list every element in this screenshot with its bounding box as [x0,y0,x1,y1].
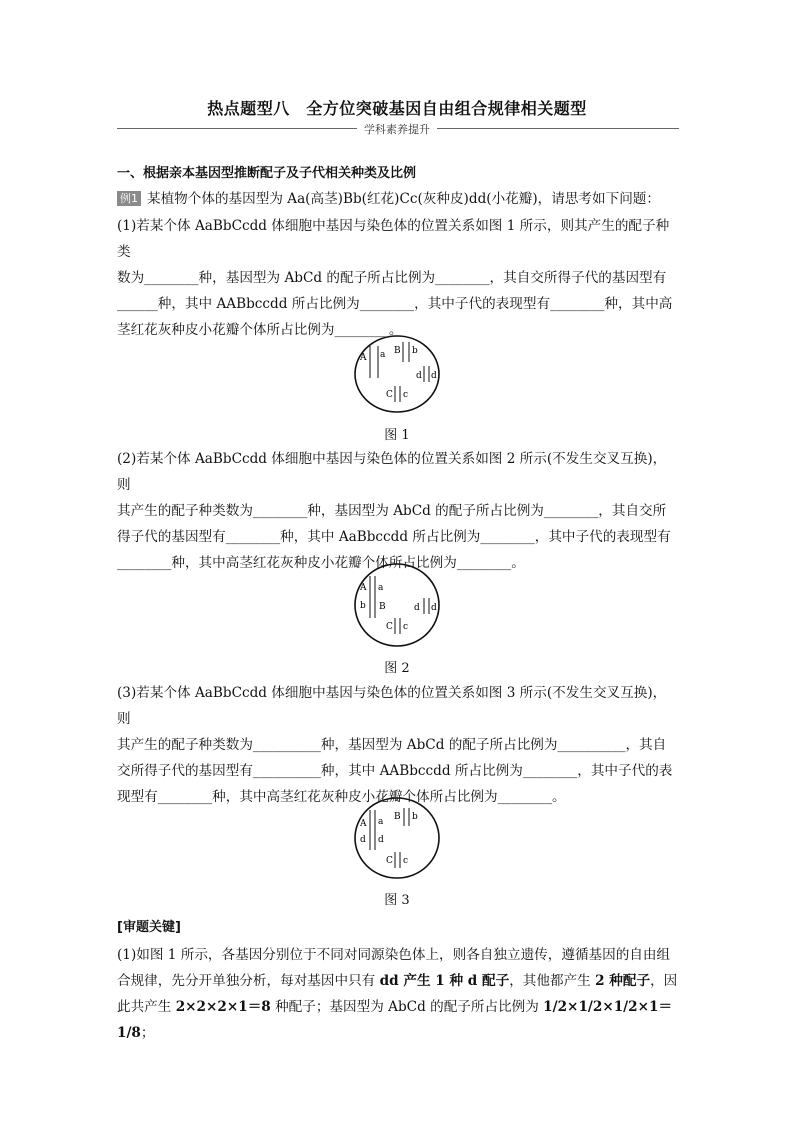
q3-line: 其产生的配子种类数为__________种，基因型为 AbCd 的配子所占比例为__________，其自 [117,737,667,753]
fig3-label-C: C [386,856,393,866]
q3-line: 交所得子代的基因型有__________种，其中 AABbccdd 所占比例为________，其中子代的表 [117,763,673,779]
figure-3 [352,796,442,882]
figure-2-caption: 图 2 [384,661,410,676]
fig3-label-d: d [360,835,366,845]
fig1-label-c: c [403,390,409,400]
fig3-label-A: A [360,819,367,829]
q3-line: 现型有________种，其中高茎红花灰种皮小花瓣个体所占比例为________。 [117,789,566,805]
fig3-label-c: c [403,856,409,866]
fig2-label-B: B [379,602,386,612]
q1-line: 茎红花灰种皮小花瓣个体所占比例为________。 [117,322,403,338]
example-intro [117,186,679,212]
question-2 [117,446,679,576]
fig2-label-b: b [360,601,366,611]
fig3-label-B: B [394,812,401,822]
key-analysis [117,942,679,1046]
key-line: (1)如图 1 所示，各基因分别位于不同对同源染色体上，则各自独立遗传，遵循基因的自由组 [117,947,671,963]
fig2-label-c: c [403,622,409,632]
q2-line: (2)若某个体 AaBbCcdd 体细胞中基因与染色体的位置关系如图 2 所示(不发生交叉互换)，则 [117,451,667,493]
fig2-label-a: a [378,583,384,593]
fig3-label-a: a [378,817,384,827]
fig2-label-d: d [431,603,437,613]
q2-line: ________种，其中高茎红花灰种皮小花瓣个体所占比例为________。 [117,555,525,571]
figure-3-caption: 图 3 [384,893,410,908]
q3-line: (3)若某个体 AaBbCcdd 体细胞中基因与染色体的位置关系如图 3 所示(不发生交叉互换)，则 [117,685,667,727]
divider-right [437,128,679,129]
q1-line: 数为________种，基因型为 AbCd 的配子所占比例为________，其自交所得子代的基因型有 [117,270,667,286]
key-heading: [审题关键] [117,920,181,935]
fig3-label-d: d [378,835,384,845]
subtitle: 学科素养提升 [364,123,430,136]
fig2-label-d: d [414,603,420,613]
figure-1 [352,334,442,414]
fig2-label-A: A [360,583,367,593]
q1-line: ______种，其中 AABbccdd 所占比例为________，其中子代的表现型有________种，其中高 [117,296,673,312]
fig1-label-C: C [386,390,393,400]
section-heading: 一、根据亲本基因型推断配子及子代相关种类及比例 [117,166,417,181]
q2-line: 其产生的配子种类数为________种，基因型为 AbCd 的配子所占比例为________，其自交所 [117,503,667,519]
question-1 [117,213,679,343]
fig2-label-C: C [386,622,393,632]
fig1-label-d: d [416,371,422,381]
question-3 [117,680,679,810]
q2-line: 得子代的基因型有________种，其中 AaBbccdd 所占比例为________，其中子代的表现型有 [117,529,671,545]
example-intro-text: 某植物个体的基因型为 Aa(高茎)Bb(红花)Cc(灰种皮)dd(小花瓣)，请思考如下问题： [147,191,660,207]
page-title: 热点题型八 全方位突破基因自由组合规律相关题型 [207,99,587,118]
fig1-label-a: a [380,350,386,360]
key-line: 合规律，先分开单独分析，每对基因中只有 dd 产生 1 种 d 配子，其他都产生 2 种配子，因 [117,973,678,989]
fig3-label-b: b [412,812,418,822]
q1-line: (1)若某个体 AaBbCcdd 体细胞中基因与染色体的位置关系如图 1 所示，则其产生的配子种类 [117,218,670,260]
figure-1-caption: 图 1 [384,428,410,443]
figure-2 [352,562,442,648]
example-tag: 例1 [117,191,141,206]
fig1-label-b: b [412,346,418,356]
fig1-label-d: d [431,371,437,381]
fig1-label-B: B [394,346,401,356]
fig1-label-A: A [360,353,367,363]
key-line: 此共产生 2×2×2×1＝8 种配子；基因型为 AbCd 的配子所占比例为 1/2×1/2×1/2×1＝1/8； [117,999,673,1041]
